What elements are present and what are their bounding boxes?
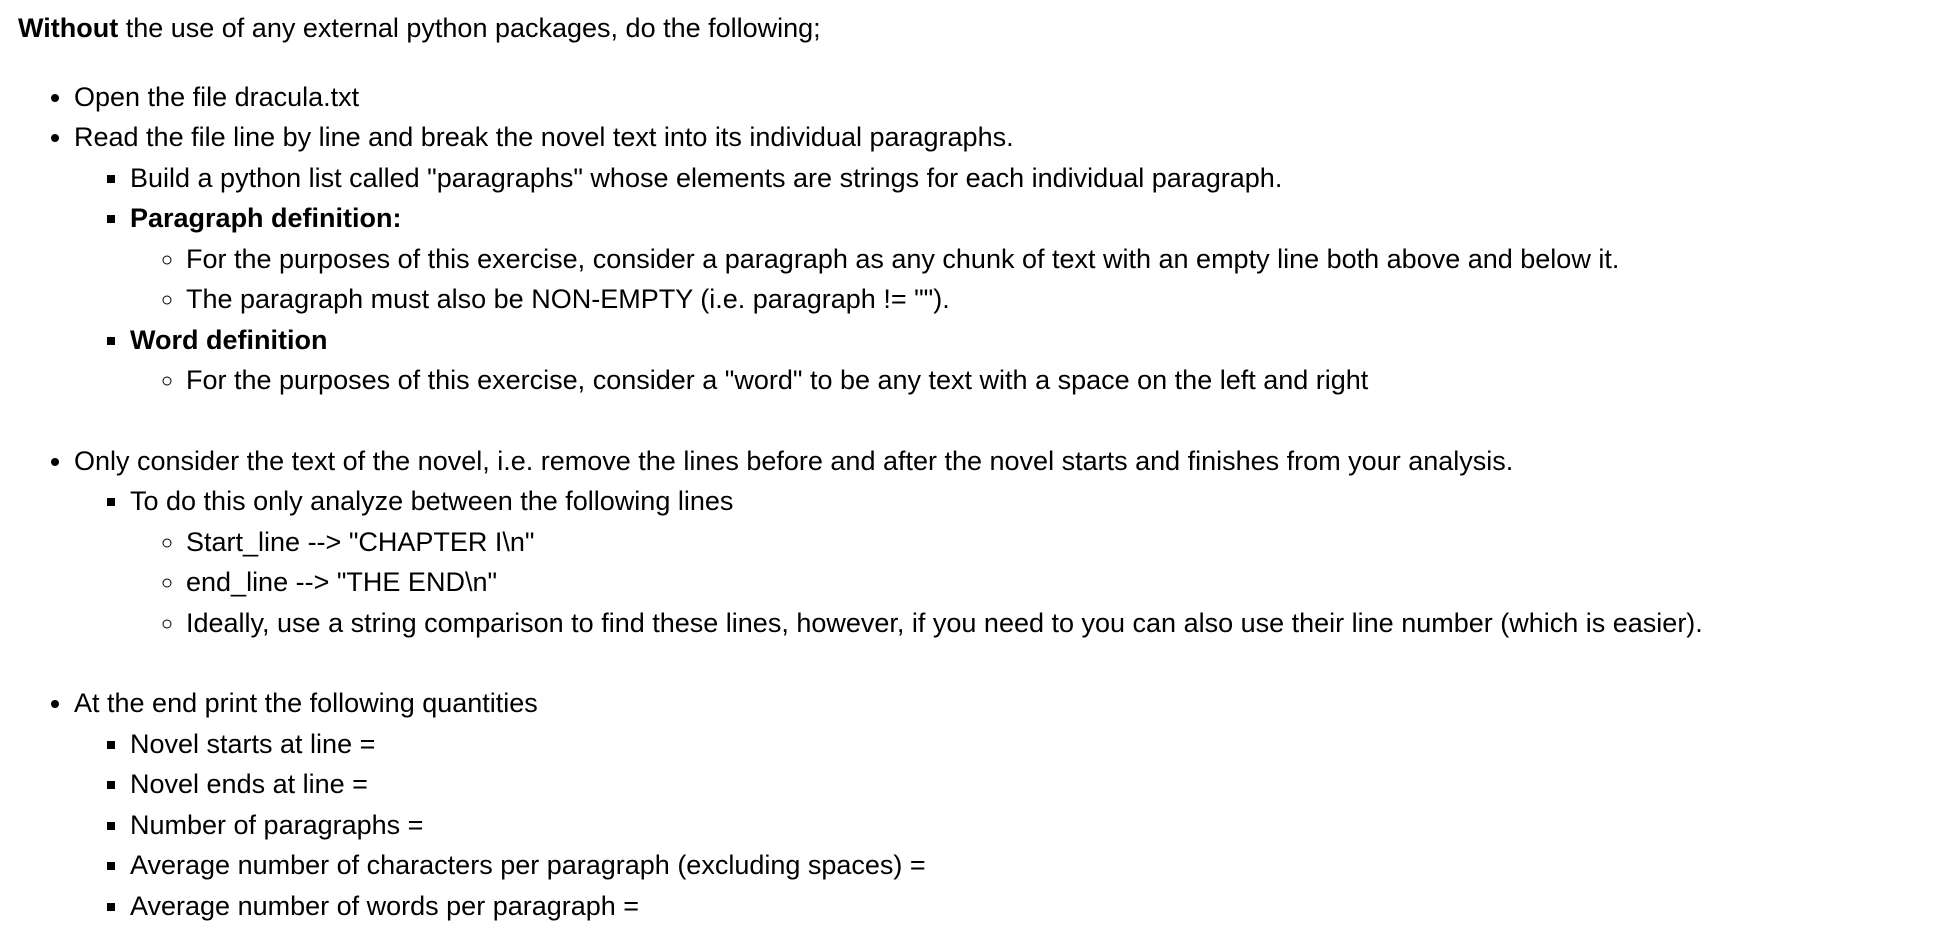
- paragraph-definition-detail-text: For the purposes of this exercise, consider a paragraph as any chunk of text with an empty line both above and below it.: [186, 243, 1620, 274]
- end-line-text: end_line --> "THE END\n": [186, 567, 498, 597]
- intro-text: [18, 8, 1944, 49]
- paragraph-definition-item: [130, 198, 1944, 320]
- quantity-avg-characters-text: Average number of characters per paragraph (excluding spaces) =: [130, 850, 926, 880]
- word-definition-heading: Word definition: [130, 324, 328, 355]
- string-comparison-item: [186, 603, 1944, 644]
- analyze-between-sublist: [130, 522, 1944, 644]
- quantity-novel-start-text: Novel starts at line =: [130, 728, 376, 759]
- paragraph-definition-detail: [186, 239, 1944, 280]
- quantity-paragraph-count-text: Number of paragraphs =: [130, 809, 424, 840]
- build-list-item: [130, 158, 1944, 199]
- analyze-between-item: [130, 481, 1944, 643]
- task-open-file: [74, 77, 1944, 118]
- word-definition-sublist: [130, 360, 1944, 401]
- task-print-quantities: [74, 683, 1944, 926]
- intro-bold: Without: [18, 13, 119, 43]
- task-novel-text-only-text: Only consider the text of the novel, i.e. remove the lines before and after the novel starts and finishes from your analysis.: [74, 445, 1514, 476]
- quantity-avg-characters: [130, 845, 1944, 886]
- word-definition-detail-text: For the purposes of this exercise, consider a "word" to be any text with a space on the left and right: [186, 365, 1369, 395]
- quantity-novel-start: [130, 724, 1944, 765]
- task-print-quantities-text: At the end print the following quantities: [74, 688, 538, 718]
- quantity-novel-end-text: Novel ends at line =: [130, 769, 368, 799]
- intro-rest: the use of any external python packages, do the following;: [118, 13, 821, 43]
- start-line-item: [186, 522, 1944, 563]
- analyze-between-text: To do this only analyze between the following lines: [130, 486, 734, 516]
- paragraph-definition-sublist: [130, 239, 1944, 320]
- task-open-file-text: Open the file dracula.txt: [74, 81, 360, 112]
- print-quantities-sublist: [74, 724, 1944, 927]
- end-line-item: [186, 562, 1944, 603]
- quantity-avg-words: [130, 886, 1944, 927]
- word-definition-item: [130, 320, 1944, 401]
- task-list: [18, 77, 1944, 927]
- novel-text-sublist: [74, 481, 1944, 643]
- task-read-file: [74, 117, 1944, 401]
- paragraph-nonempty-detail-text: The paragraph must also be NON-EMPTY (i.e. paragraph != "").: [186, 284, 950, 314]
- quantity-avg-words-text: Average number of words per paragraph =: [130, 890, 640, 921]
- read-file-sublist: [74, 158, 1944, 401]
- quantity-novel-end: [130, 764, 1944, 805]
- start-line-text: Start_line --> "CHAPTER I\n": [186, 526, 535, 557]
- quantity-paragraph-count: [130, 805, 1944, 846]
- task-read-file-text: Read the file line by line and break the novel text into its individual paragraphs.: [74, 122, 1014, 152]
- task-novel-text-only: [74, 441, 1944, 644]
- word-definition-detail: [186, 360, 1944, 401]
- string-comparison-text: Ideally, use a string comparison to find these lines, however, if you need to you can also use their line number (which is easier).: [186, 607, 1703, 638]
- paragraph-definition-heading: Paragraph definition:: [130, 203, 402, 233]
- paragraph-nonempty-detail: [186, 279, 1944, 320]
- build-list-text: Build a python list called "paragraphs" whose elements are strings for each individual paragraph.: [130, 162, 1283, 193]
